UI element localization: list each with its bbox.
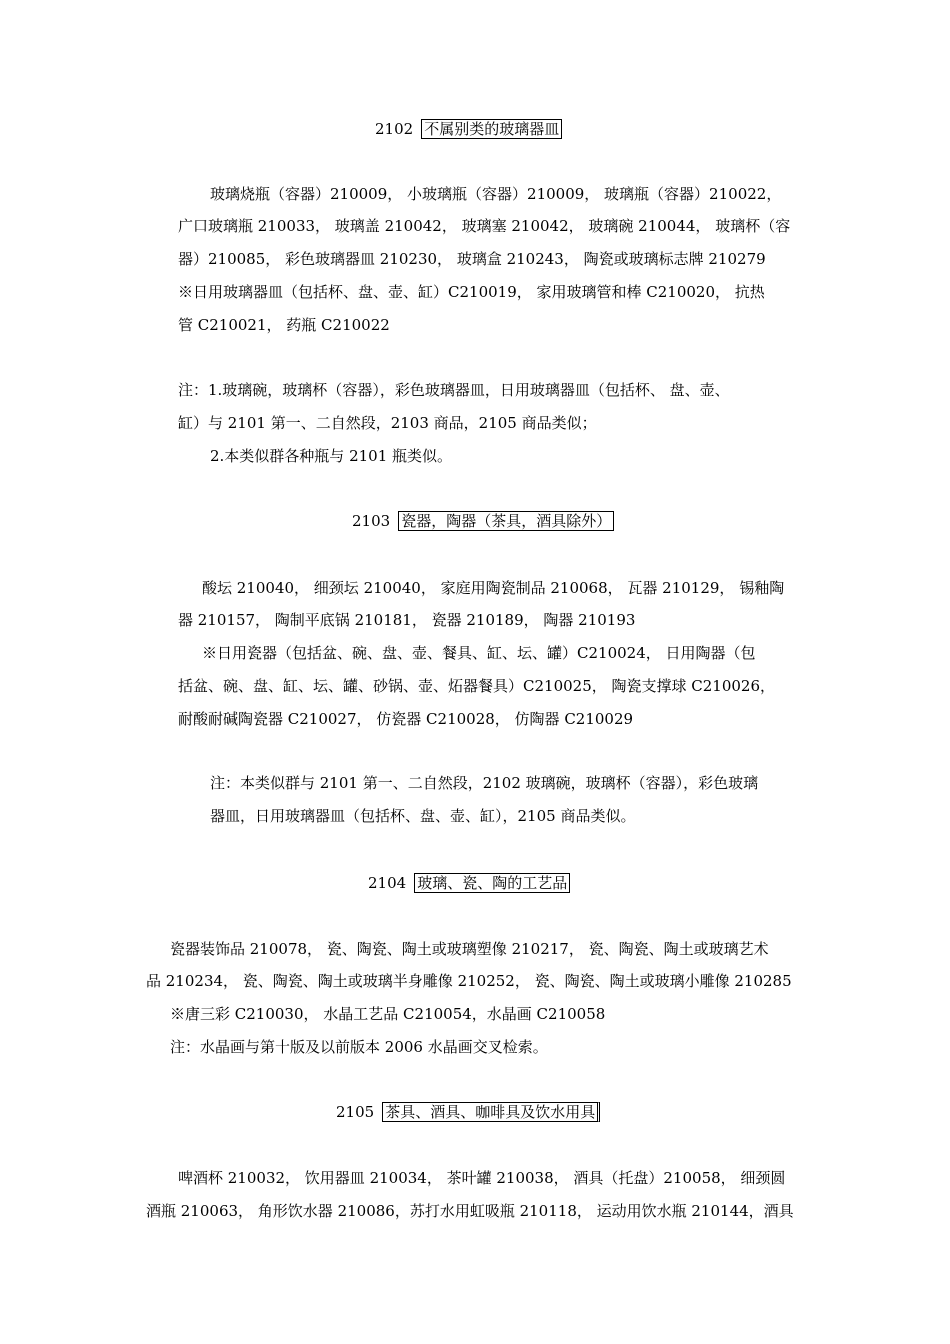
- body-line: 瓷器装饰品 210078， 瓷、陶瓷、陶土或玻璃塑像 210217， 瓷、陶瓷、陶土或玻璃艺术: [170, 940, 769, 958]
- section-title: 茶具、酒具、咖啡具及饮水用具: [382, 1102, 600, 1122]
- section-title: 瓷器，陶器（茶具，酒具除外）: [398, 511, 614, 531]
- body-line: 器 210157， 陶制平底锅 210181， 瓷器 210189， 陶器 210193: [178, 611, 636, 629]
- body-line: ※日用瓷器（包括盆、碗、盘、壶、餐具、缸、坛、罐）C210024， 日用陶器（包: [202, 644, 756, 662]
- body-line: 玻璃烧瓶（容器）210009， 小玻璃瓶（容器）210009， 玻璃瓶（容器）210022，: [210, 185, 782, 203]
- note-line: 注：1.玻璃碗，玻璃杯（容器），彩色玻璃器皿，日用玻璃器皿（包括杯、 盘、壶、: [178, 381, 730, 399]
- section-heading-2103: [352, 510, 614, 532]
- body-line: ※唐三彩 C210030， 水晶工艺品 C210054，水晶画 C210058: [170, 1005, 606, 1023]
- body-line: 管 C210021， 药瓶 C210022: [178, 316, 390, 334]
- section-heading-2104: [368, 872, 570, 894]
- note-line: 器皿，日用玻璃器皿（包括杯、盘、壶、缸），2105 商品类似。: [210, 807, 636, 825]
- body-line: 器）210085， 彩色玻璃器皿 210230， 玻璃盒 210243， 陶瓷或玻璃标志牌 210279: [178, 250, 766, 268]
- section-title: 玻璃、瓷、陶的工艺品: [414, 873, 570, 893]
- section-heading-2105: [336, 1101, 600, 1123]
- section-title: 不属别类的玻璃器皿: [421, 119, 562, 139]
- section-code: 2103: [352, 512, 391, 530]
- section-code: 2102: [375, 120, 414, 138]
- section-heading-2102: [375, 118, 562, 140]
- note-line: 注：本类似群与 2101 第一、二自然段，2102 玻璃碗，玻璃杯（容器），彩色玻璃: [210, 774, 759, 792]
- note-line: 2.本类似群各种瓶与 2101 瓶类似。: [210, 447, 453, 465]
- body-line: 品 210234， 瓷、陶瓷、陶土或玻璃半身雕像 210252， 瓷、陶瓷、陶土或玻璃小雕像 210285: [146, 972, 792, 990]
- section-code: 2105: [336, 1103, 375, 1121]
- body-line: 广口玻璃瓶 210033， 玻璃盖 210042， 玻璃塞 210042， 玻璃碗 210044， 玻璃杯（容: [178, 217, 791, 235]
- body-line: 啤酒杯 210032， 饮用器皿 210034， 茶叶罐 210038， 酒具（托盘）210058， 细颈圆: [178, 1169, 786, 1187]
- body-line: 括盆、碗、盘、缸、坛、罐、砂锅、壶、炻器餐具）C210025， 陶瓷支撑球 C210026，: [178, 677, 776, 695]
- body-line: 酸坛 210040， 细颈坛 210040， 家庭用陶瓷制品 210068， 瓦器 210129， 锡釉陶: [202, 579, 785, 597]
- section-code: 2104: [368, 874, 407, 892]
- note-line: 注：水晶画与第十版及以前版本 2006 水晶画交叉检索。: [170, 1038, 548, 1056]
- body-line: 酒瓶 210063， 角形饮水器 210086，苏打水用虹吸瓶 210118， 运动用饮水瓶 210144，酒具: [146, 1202, 794, 1220]
- note-line: 缸）与 2101 第一、二自然段，2103 商品，2105 商品类似；: [178, 414, 597, 432]
- body-line: ※日用玻璃器皿（包括杯、盘、壶、缸）C210019， 家用玻璃管和棒 C210020， 抗热: [178, 283, 765, 301]
- body-line: 耐酸耐碱陶瓷器 C210027， 仿瓷器 C210028， 仿陶器 C210029: [178, 710, 634, 728]
